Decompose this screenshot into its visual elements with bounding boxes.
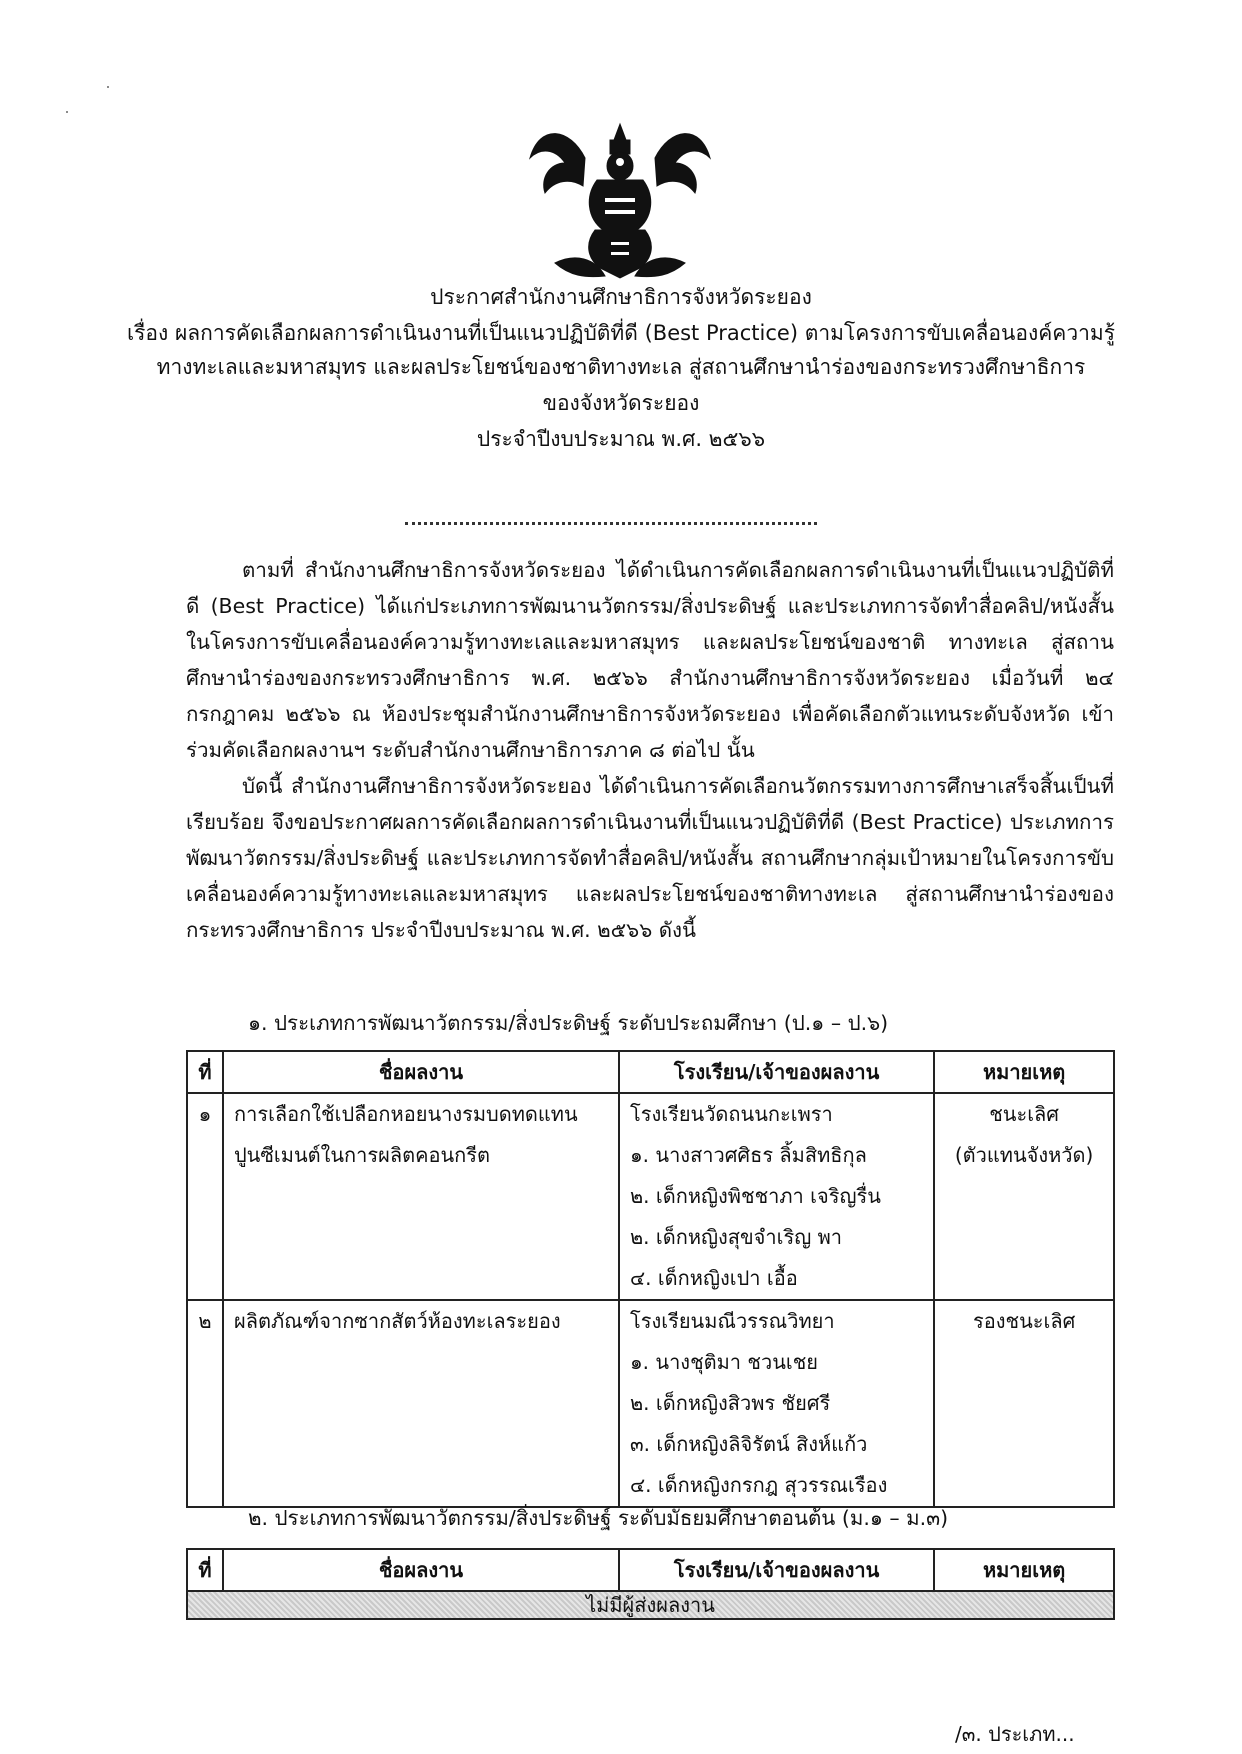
subject-line-1: เรื่อง ผลการคัดเลือกผลการดำเนินงานที่เป็นแนวปฏิบัติที่ดี (Best Practice) ตามโครงการขับเคลื่อนองค์ความรู้ — [126, 321, 1116, 345]
remark — [934, 1093, 1114, 1300]
section-2-title: ๒. ประเภทการพัฒนาวัตกรรม/สิ่งประดิษฐ์ ระดับมัธยมศึกษาตอนต้น (ม.๑ – ม.๓) — [248, 1506, 949, 1530]
row-number-text: ๑ — [198, 1102, 212, 1126]
paragraph-text: บัดนี้ สำนักงานศึกษาธิการจังหวัดระยอง ได้ดำเนินการคัดเลือกนวัตกรรมทางการศึกษาเสร็จสิ้นเป็นที่เรียบร้อย จึงขอประกาศผลการคัดเลือกผลการดำเนินงานที่เป็นแนวปฏิบัติที่ดี (Best Practice) ประเภทการพัฒนาวัตกรรม/สิ่งประดิษฐ์ และประเภทการจัดทำสื่อคลิป/หนังสั้น สถานศึกษากลุ่มเป้าหมายในโครงการขับเคลื่อนองค์ความรู้ทางทะเลและมหาสมุทร และผลประโยชน์ของชาติทางทะเล สู่สถานศึกษานำร่องของกระทรวงศึกษาธิการ ประจำปีงบประมาณ พ.ศ. ๒๕๖๖ ดังนี้ — [186, 774, 1114, 942]
school-name: โรงเรียนมณีวรรณวิทยา — [629, 1309, 835, 1333]
row-number — [187, 1093, 223, 1300]
row-number — [187, 1300, 223, 1507]
body-paragraph-2 — [186, 768, 1114, 948]
member-name: ๑. นางสาวศศิธร ลิ้มสิทธิกุล — [629, 1143, 867, 1167]
school-owner — [619, 1093, 934, 1300]
work-title — [223, 1093, 619, 1300]
dotted-divider — [405, 522, 817, 525]
member-name: ๒. เด็กหญิงสิวพร ชัยศรี — [629, 1391, 831, 1415]
table-row — [187, 1591, 1114, 1619]
subject-line-3: ของจังหวัดระยอง — [542, 391, 700, 415]
member-name: ๓. เด็กหญิงลิจิรัตน์ สิงห์แก้ว — [629, 1432, 868, 1456]
member-name: ๒. เด็กหญิงพิชชาภา เจริญรื่น — [629, 1184, 881, 1208]
work-title-line: การเลือกใช้เปลือกหอยนางรมบดทดแทน — [233, 1102, 578, 1126]
table-row — [187, 1300, 1114, 1507]
section-1-title: ๑. ประเภทการพัฒนาวัตกรรม/สิ่งประดิษฐ์ ระดับประถมศึกษา (ป.๑ – ป.๖) — [248, 1011, 889, 1035]
section-1-table — [186, 1050, 1115, 1508]
header-school: โรงเรียน/เจ้าของผลงาน — [619, 1051, 934, 1093]
paragraph-text: ตามที่ สำนักงานศึกษาธิการจังหวัดระยอง ได้ดำเนินการคัดเลือกผลการดำเนินงานที่เป็นแนวปฏิบัติที่ดี (Best Practice) ได้แก่ประเภทการพัฒนานวัตกรรม/สิ่งประดิษฐ์ และประเภทการจัดทำสื่อคลิป/หนังสั้น ในโครงการขับเคลื่อนองค์ความรู้ทางทะเลและมหาสมุทร และผลประโยชน์ของชาติ ทางทะเล สู่สถานศึกษานำร่องของกระทรวงศึกษาธิการ พ.ศ. ๒๕๖๖ สำนักงานศึกษาธิการจังหวัดระยอง เมื่อวันที่ ๒๔ กรกฎาคม ๒๕๖๖ ณ ห้องประชุมสำนักงานศึกษาธิการจังหวัดระยอง เพื่อคัดเลือกตัวแทนระดับจังหวัด เข้าร่วมคัดเลือกผลงานฯ ระดับสำนักงานศึกษาธิการภาค ๘ ต่อไป นั้น — [186, 558, 1114, 762]
header-work: ชื่อผลงาน — [223, 1051, 619, 1093]
member-name: ๑. นางชุติมา ชวนเชย — [629, 1350, 819, 1374]
header-no: ที่ — [187, 1549, 223, 1591]
school-name: โรงเรียนวัดถนนกะเพรา — [629, 1102, 833, 1126]
header-remark: หมายเหตุ — [934, 1549, 1114, 1591]
header-no: ที่ — [187, 1051, 223, 1093]
row-number-text: ๒ — [198, 1309, 212, 1333]
section-2-table — [186, 1548, 1115, 1620]
announcement-heading: ประกาศสำนักงานศึกษาธิการจังหวัดระยอง — [430, 285, 812, 309]
work-title — [223, 1300, 619, 1507]
scan-speck — [66, 111, 68, 113]
continued-on-next-page: /๓. ประเภท... — [955, 1722, 1075, 1746]
member-name: ๔. เด็กหญิงกรกฎ สุวรรณเรือง — [629, 1473, 888, 1497]
header-work: ชื่อผลงาน — [223, 1549, 619, 1591]
school-owner — [619, 1300, 934, 1507]
work-title-line: ปูนซีเมนต์ในการผลิตคอนกรีต — [233, 1143, 490, 1167]
table-header-row — [187, 1051, 1114, 1093]
subject-line-2: ทางทะเลและมหาสมุทร และผลประโยชน์ของชาติทางทะเล สู่สถานศึกษานำร่องของกระทรวงศึกษาธิการ — [156, 355, 1086, 379]
body-paragraph-1 — [186, 552, 1114, 768]
table-header-row — [187, 1549, 1114, 1591]
fiscal-year-line: ประจำปีงบประมาณ พ.ศ. ๒๕๖๖ — [476, 427, 766, 451]
member-name: ๔. เด็กหญิงเปา เอื้อ — [629, 1266, 798, 1290]
remark-line: รองชนะเลิศ — [972, 1309, 1076, 1333]
remark-line: (ตัวแทนจังหวัด) — [954, 1143, 1094, 1167]
work-title-line: ผลิตภัณฑ์จากซากสัตว์ห้องทะเลระยอง — [233, 1309, 561, 1333]
header-remark: หมายเหตุ — [934, 1051, 1114, 1093]
member-name: ๒. เด็กหญิงสุขจำเริญ พา — [629, 1225, 843, 1249]
table-row — [187, 1093, 1114, 1300]
garuda-emblem-icon — [525, 118, 715, 288]
header-school: โรงเรียน/เจ้าของผลงาน — [619, 1549, 934, 1591]
no-submission-cell: ไม่มีผู้ส่งผลงาน — [187, 1591, 1114, 1619]
scan-speck — [107, 86, 109, 88]
remark — [934, 1300, 1114, 1507]
remark-line: ชนะเลิศ — [989, 1102, 1059, 1126]
